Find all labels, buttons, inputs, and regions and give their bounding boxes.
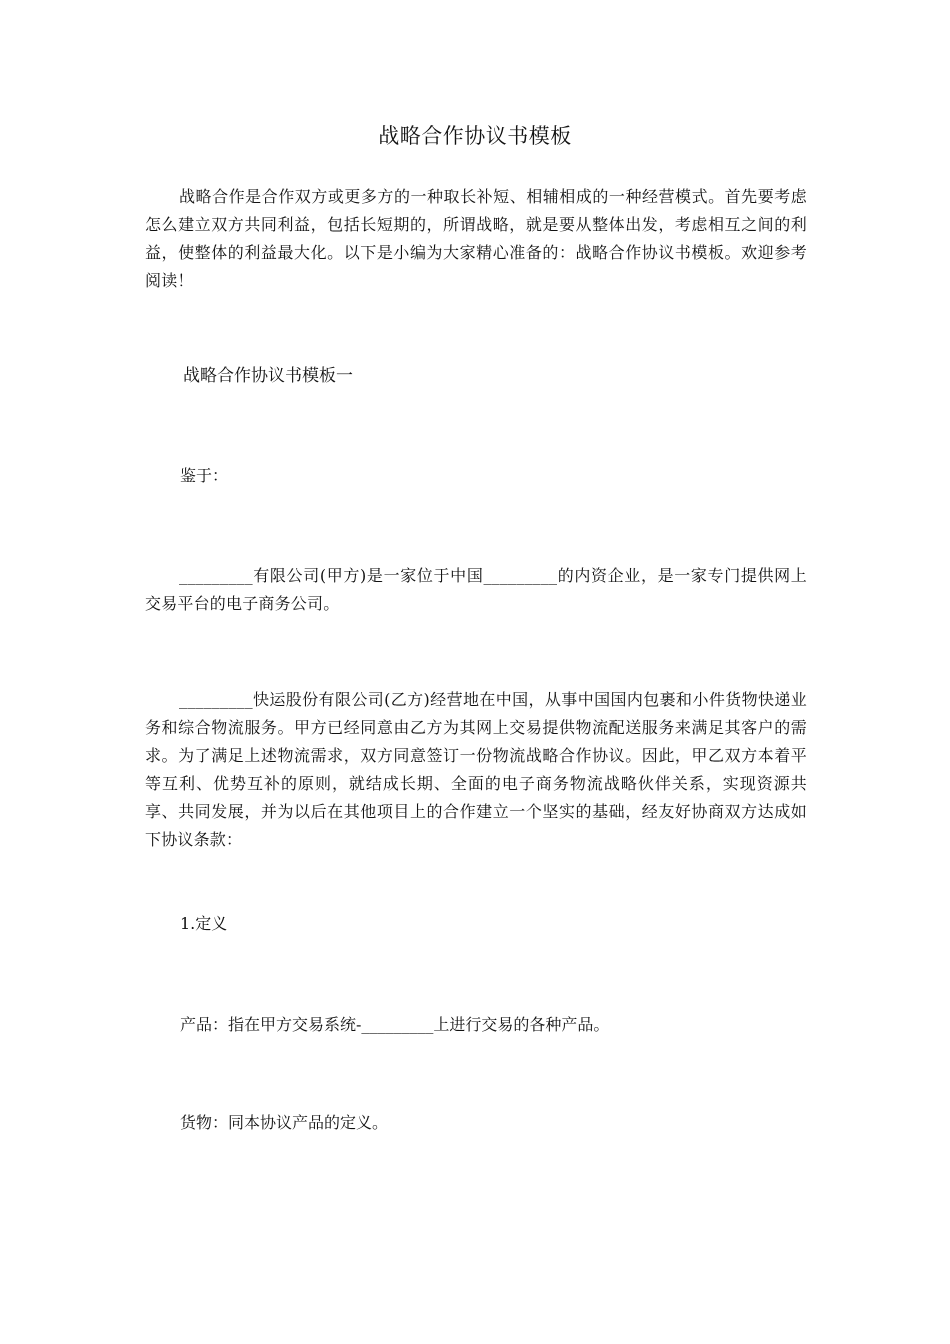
definition-goods: 货物：同本协议产品的定义。 xyxy=(180,1113,389,1132)
clause-1-heading: 1.定义 xyxy=(180,914,228,933)
party-a-paragraph: _________有限公司(甲方)是一家位于中国_________的内资企业，是一家专门提供网上交易平台的电子商务公司。 xyxy=(145,566,807,613)
document-title: 战略合作协议书模板 xyxy=(378,124,572,148)
intro-paragraph: 战略合作是合作双方或更多方的一种取长补短、相辅相成的一种经营模式。首先要考虑怎么建立双方共同利益，包括长短期的，所谓战略，就是要从整体出发，考虑相互之间的利益，使整体的利益最大化。以下是小编为大家精心准备的：战略合作协议书模板。欢迎参考阅读！ xyxy=(145,187,807,290)
definition-product: 产品：指在甲方交易系统-_________上进行交易的各种产品。 xyxy=(180,1015,610,1034)
whereas-label: 鉴于： xyxy=(180,466,229,485)
section-heading: 战略合作协议书模板一 xyxy=(183,366,353,386)
party-b-paragraph: _________快运股份有限公司(乙方)经营地在中国，从事中国国内包裹和小件货物快递业务和综合物流服务。甲方已经同意由乙方为其网上交易提供物流配送服务来满足其客户的需求。为了满足上述物流需求，双方同意签订一份物流战略合作协议。因此，甲乙双方本着平等互利、优势互补的原则，就结成长期、全面的电子商务物流战略伙伴关系，实现资源共享、共同发展，并为以后在其他项目上的合作建立一个坚实的基础，经友好协商双方达成如下协议条款： xyxy=(145,690,807,849)
